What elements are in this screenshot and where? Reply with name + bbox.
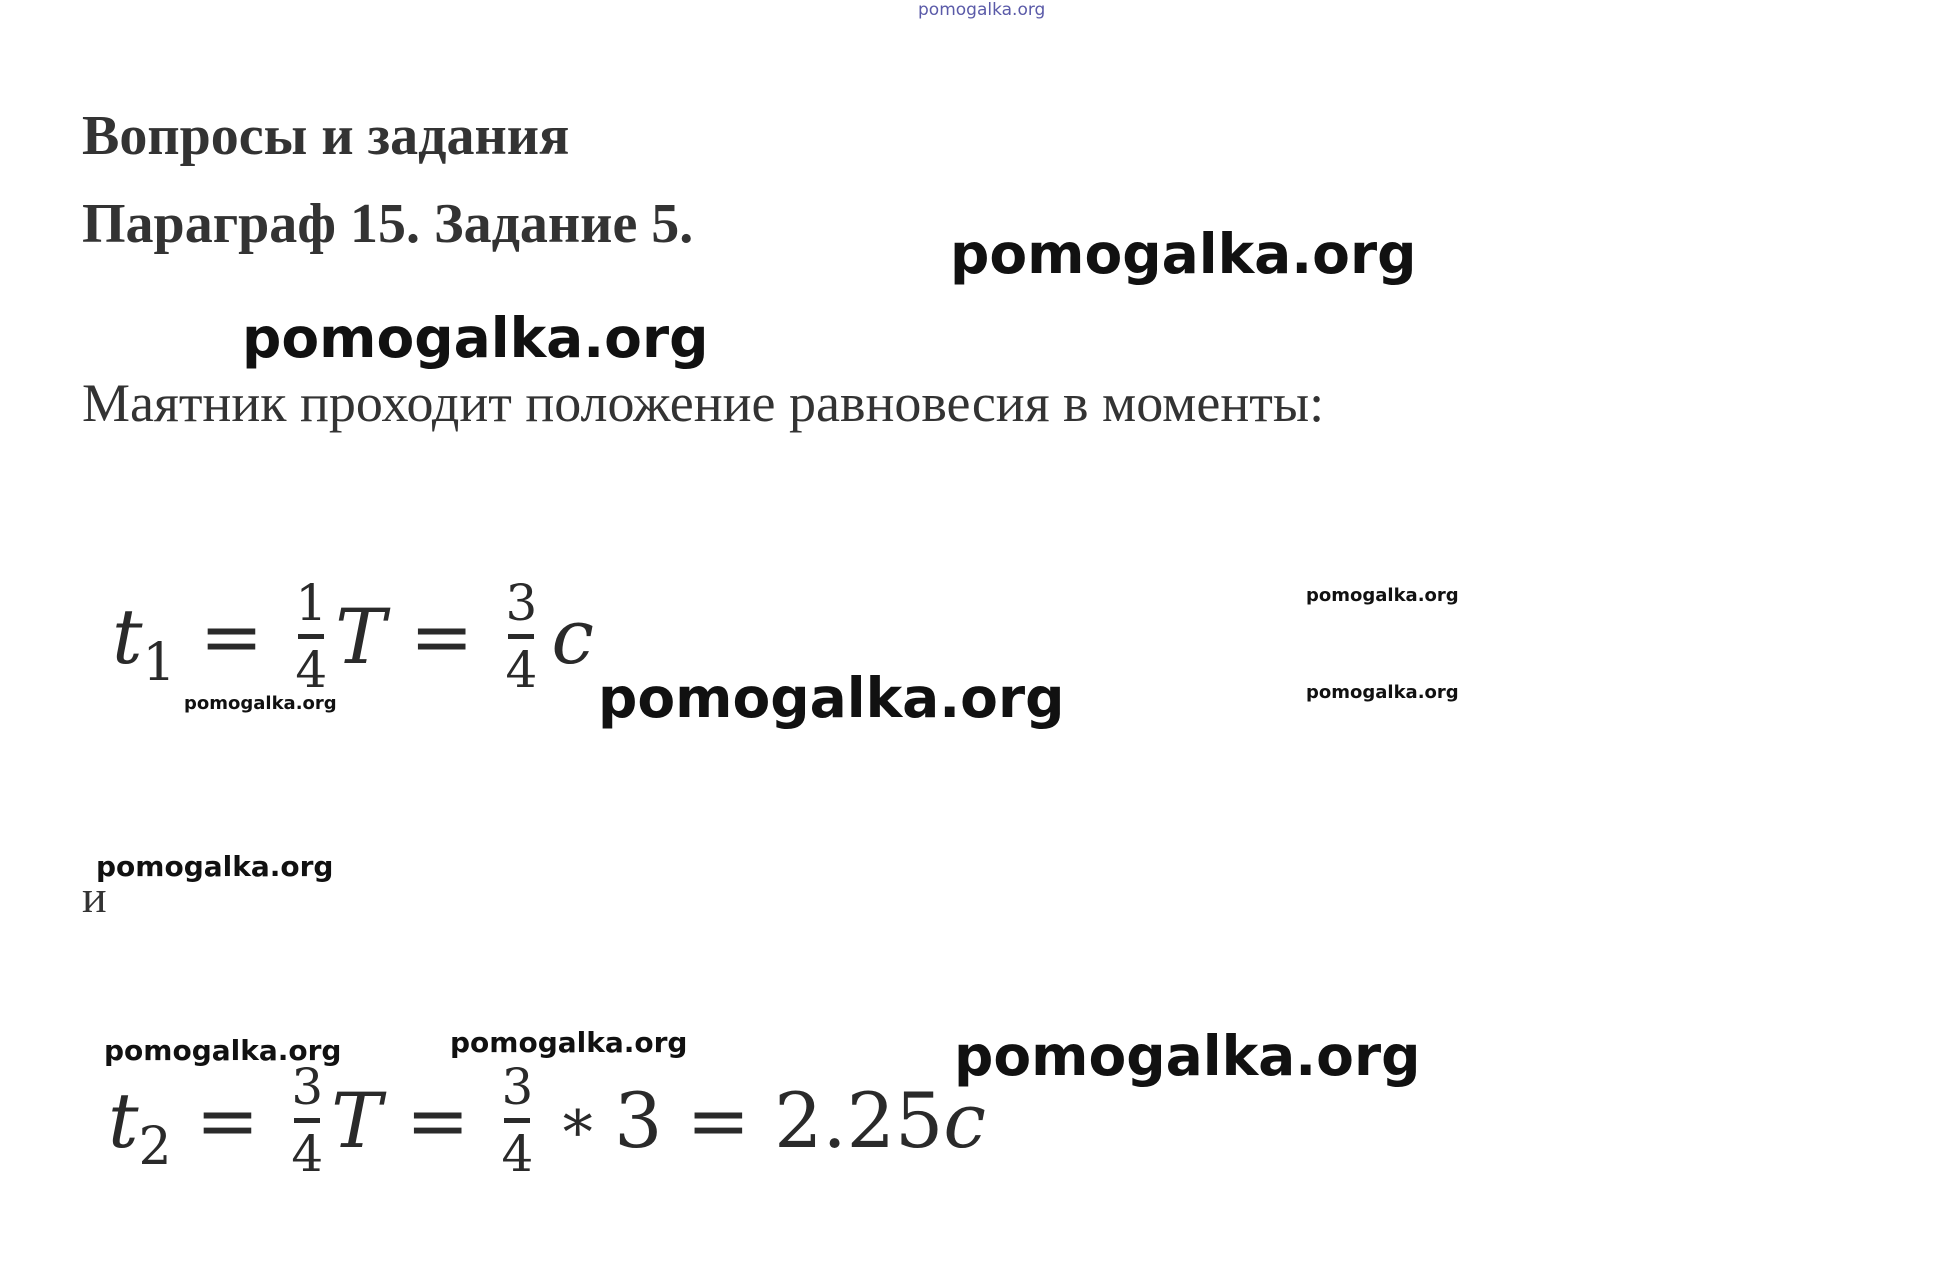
fraction-bar	[298, 634, 324, 639]
top-watermark: pomogalka.org	[918, 0, 1046, 20]
eq1-fraction-2	[504, 574, 540, 699]
section-title: Вопросы и задания	[82, 105, 570, 167]
eq1-frac1-numerator: 1	[295, 574, 328, 632]
eq2-frac2-denominator: 4	[501, 1125, 534, 1183]
watermark-small: pomogalka.org	[1306, 682, 1459, 703]
eq1-frac2-numerator: 3	[505, 574, 538, 632]
eq1-variable: t	[112, 592, 143, 681]
watermark-large: pomogalka.org	[242, 306, 709, 370]
eq2-factor: 3	[614, 1076, 663, 1165]
eq1-fraction-1	[293, 574, 329, 699]
watermark-small: pomogalka.org	[1306, 585, 1459, 606]
equation-1	[112, 574, 594, 699]
fraction-bar	[294, 1118, 320, 1123]
eq2-equals-1: =	[195, 1076, 260, 1165]
task-title: Параграф 15. Задание 5.	[82, 193, 694, 255]
eq1-period: T	[335, 592, 386, 681]
eq2-fraction-2	[500, 1058, 536, 1183]
eq1-frac2-denominator: 4	[505, 641, 538, 699]
fraction-bar	[508, 634, 534, 639]
watermark-medium: pomogalka.org	[104, 1034, 342, 1067]
watermark-large: pomogalka.org	[598, 666, 1065, 730]
eq2-variable: t	[108, 1076, 139, 1165]
watermark-large: pomogalka.org	[950, 222, 1417, 286]
fraction-bar	[504, 1118, 530, 1123]
eq2-frac2-numerator: 3	[501, 1058, 534, 1116]
eq2-times-operator: ∗	[557, 1085, 599, 1156]
eq2-frac1-numerator: 3	[291, 1058, 324, 1116]
eq2-equals-2: =	[405, 1076, 470, 1165]
eq2-frac1-denominator: 4	[291, 1125, 324, 1183]
conjunction-text: и	[82, 871, 107, 922]
eq2-fraction-1	[289, 1058, 325, 1183]
eq2-equals-3: =	[686, 1076, 751, 1165]
eq1-equals-1: =	[199, 592, 264, 681]
watermark-large: pomogalka.org	[954, 1024, 1421, 1088]
eq1-frac1-denominator: 4	[295, 641, 328, 699]
equation-2	[108, 1058, 986, 1183]
eq1-subscript: 1	[142, 632, 176, 693]
watermark-medium: pomogalka.org	[450, 1026, 688, 1059]
watermark-small: pomogalka.org	[184, 693, 337, 714]
eq2-period: T	[331, 1076, 382, 1165]
eq1-unit: c	[551, 592, 594, 681]
eq2-subscript: 2	[138, 1116, 172, 1177]
eq2-unit: c	[943, 1076, 986, 1165]
eq2-result: 2.25	[774, 1076, 944, 1165]
watermark-medium: pomogalka.org	[96, 850, 334, 883]
problem-statement: Маятник проходит положение равновесия в моменты:	[82, 373, 1325, 433]
eq1-equals-2: =	[409, 592, 474, 681]
